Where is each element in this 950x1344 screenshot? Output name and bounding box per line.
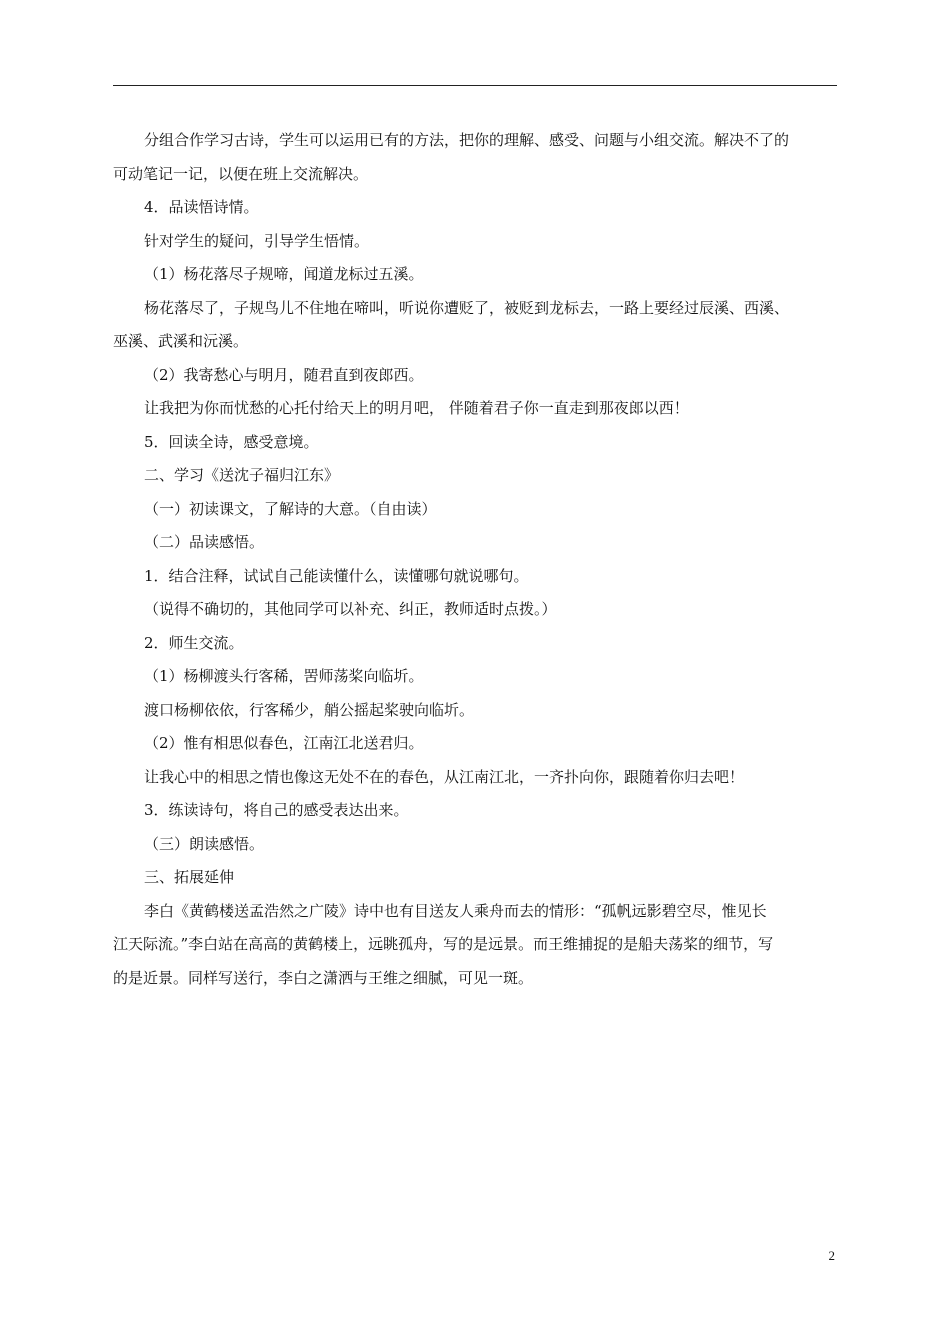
text-line: 1．结合注释，试试自己能读懂什么，读懂哪句就说哪句。 bbox=[144, 566, 529, 585]
text-line: （2）惟有相思似春色，江南江北送君归。 bbox=[144, 734, 424, 752]
document-body bbox=[113, 124, 837, 995]
text-line: （2）我寄愁心与明月，随君直到夜郎西。 bbox=[144, 365, 424, 384]
text-line: 2．师生交流。 bbox=[144, 633, 244, 652]
text-line: 4．品读悟诗情。 bbox=[144, 198, 259, 216]
text-line: （说得不确切的，其他同学可以补充、纠正，教师适时点拨。） bbox=[144, 600, 557, 618]
text-line: 杨花落尽了，子规鸟儿不住地在啼叫，听说你遭贬了，被贬到龙标去，一路上要经过辰溪、西溪、 bbox=[144, 298, 790, 317]
text-line: 5．回读全诗，感受意境。 bbox=[144, 432, 319, 451]
text-line: 江天际流。”李白站在高高的黄鹤楼上，远眺孤舟，写的是远景。而王维捕捉的是船夫荡桨的细节，写 bbox=[113, 935, 774, 953]
text-line: 让我把为你而忧愁的心托付给天上的明月吧， 伴随着君子你一直走到那夜郎以西！ bbox=[144, 399, 689, 417]
text-line: 巫溪、武溪和沅溪。 bbox=[113, 332, 249, 350]
text-line: （三）朗读感悟。 bbox=[144, 834, 265, 853]
page-number: 2 bbox=[828, 1248, 835, 1263]
text-line: 的是近景。同样写送行，李白之潇洒与王维之细腻，可见一斑。 bbox=[113, 968, 534, 987]
text-line: （1）杨花落尽子规啼，闻道龙标过五溪。 bbox=[144, 265, 424, 283]
text-line: （二）品读感悟。 bbox=[144, 533, 265, 551]
text-line: （1）杨柳渡头行客稀，罟师荡桨向临圻。 bbox=[144, 667, 424, 685]
text-line: （一）初读课文，了解诗的大意。（自由读） bbox=[144, 499, 437, 518]
text-line: 可动笔记一记，以便在班上交流解决。 bbox=[113, 164, 369, 183]
text-line: 三、拓展延伸 bbox=[144, 868, 235, 886]
text-line: 二、学习《送沈子福归江东》 bbox=[144, 466, 340, 484]
text-line: 针对学生的疑问，引导学生悟情。 bbox=[144, 231, 370, 250]
text-line: 李白《黄鹤楼送孟浩然之广陵》诗中也有目送友人乘舟而去的情形：“孤帆远影碧空尽，惟见长 bbox=[144, 901, 767, 920]
text-line: 3．练读诗句，将自己的感受表达出来。 bbox=[144, 801, 409, 819]
text-line: 渡口杨柳依依，行客稀少，艄公摇起桨驶向临圻。 bbox=[144, 700, 475, 719]
text-line: 分组合作学习古诗，学生可以运用已有的方法，把你的理解、感受、问题与小组交流。解决不了的 bbox=[144, 131, 790, 149]
header-rule bbox=[113, 85, 837, 86]
text-line: 让我心中的相思之情也像这无处不在的春色，从江南江北，一齐扑向你，跟随着你归去吧！ bbox=[144, 767, 745, 786]
